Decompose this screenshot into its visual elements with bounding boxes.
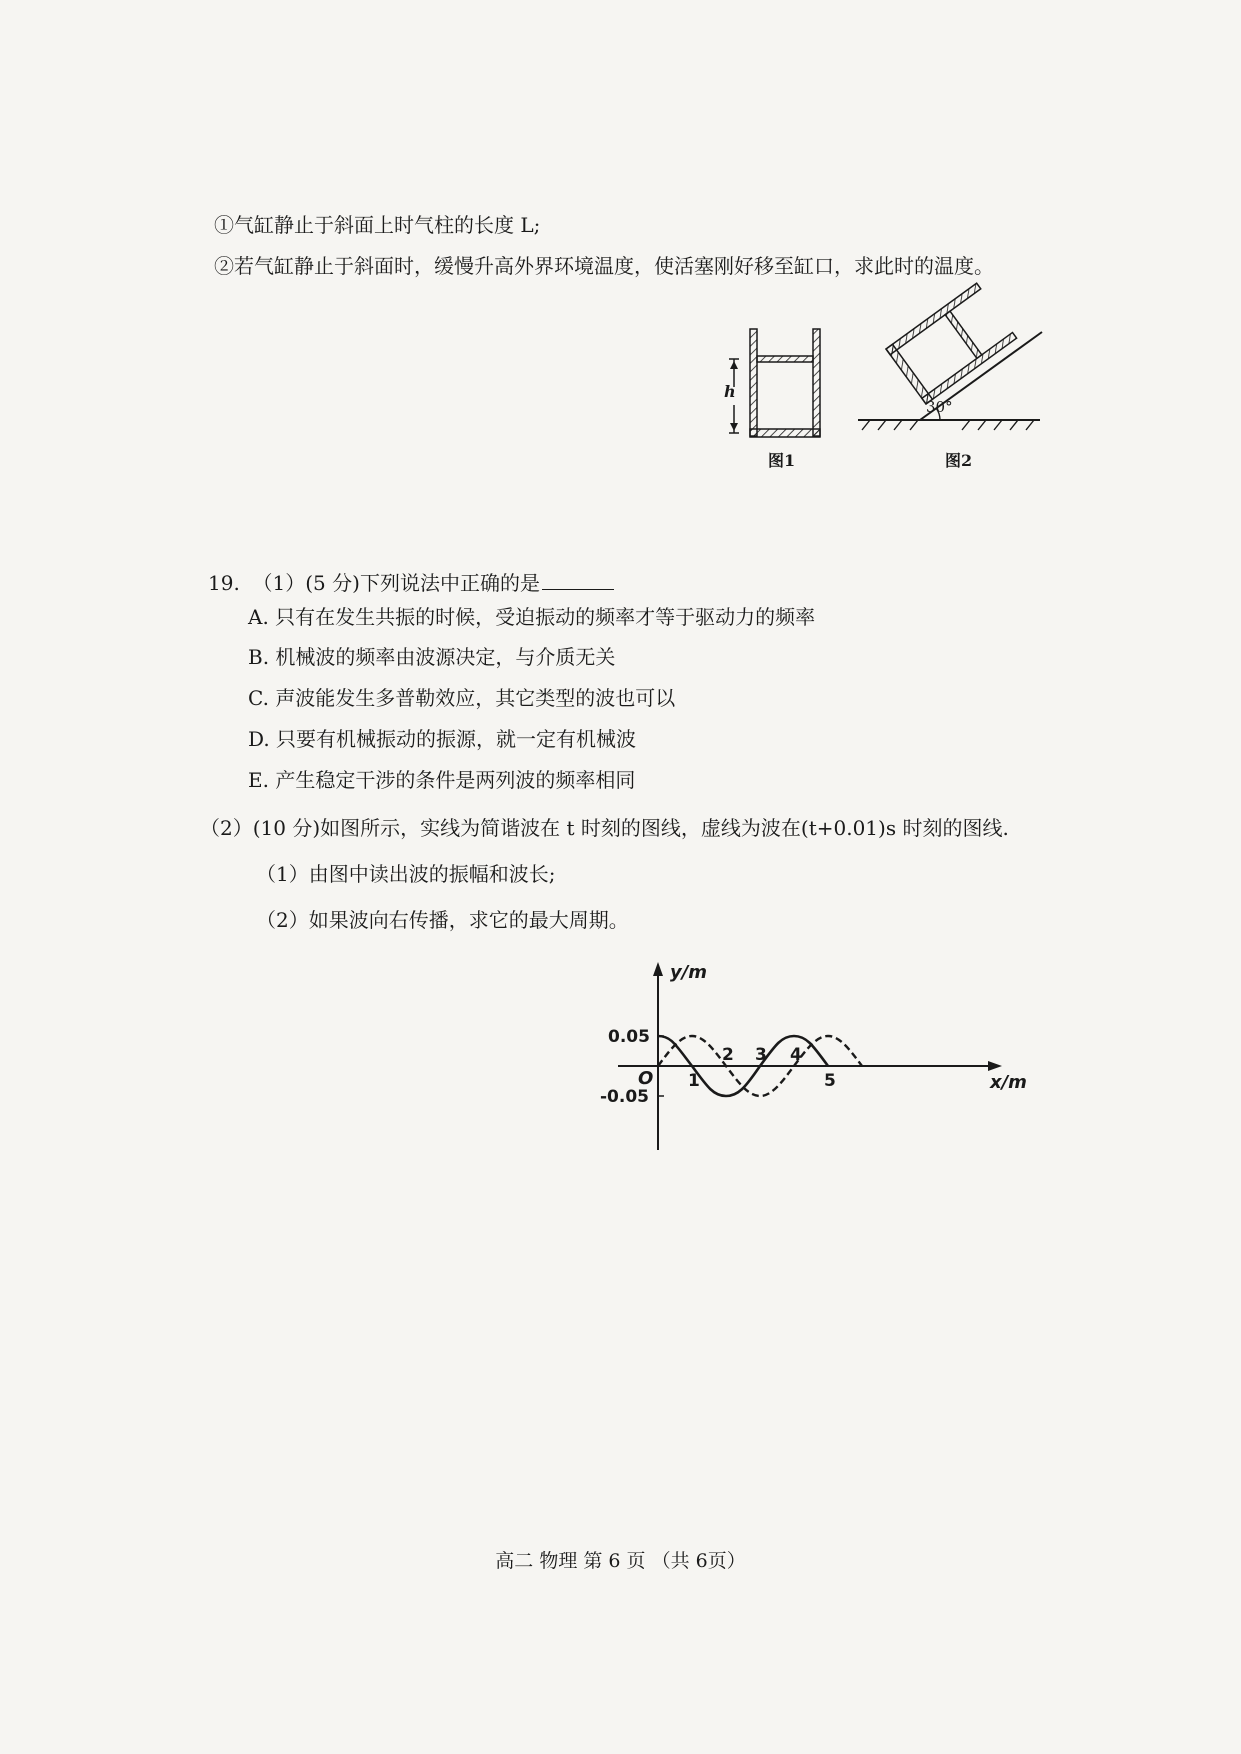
option-e bbox=[248, 767, 635, 793]
option-d bbox=[248, 726, 636, 752]
x-tick-label: 4 bbox=[790, 1045, 802, 1065]
y-axis-label: y/m bbox=[670, 962, 708, 983]
question-number: 19. bbox=[208, 571, 240, 595]
option-a bbox=[248, 604, 815, 630]
x-tick-label: 3 bbox=[755, 1045, 767, 1065]
y-tick-label: 0.05 bbox=[608, 1027, 650, 1047]
option-text: 机械波的频率由波源决定，与介质无关 bbox=[275, 645, 616, 669]
page-footer: 高二 物理 第 6 页 （共 6页） bbox=[495, 1550, 746, 1572]
y-axis-arrow bbox=[653, 962, 663, 976]
option-c bbox=[248, 685, 675, 711]
figure-1-cylinder bbox=[720, 325, 830, 445]
question-19-part1-text: （1）(5 分)下列说法中正确的是 bbox=[252, 571, 540, 595]
question-19-part2: （2）(10 分)如图所示，实线为简谐波在 t 时刻的图线，虚线为波在(t+0.01)s 时刻的图线. bbox=[200, 816, 1009, 840]
origin-label: O bbox=[638, 1068, 654, 1089]
option-letter: A. bbox=[248, 605, 269, 629]
figure-2-angle-label: 30° bbox=[926, 398, 953, 416]
question-19-part2-sub2: （2）如果波向右传播，求它的最大周期。 bbox=[256, 908, 629, 932]
x-axis-label: x/m bbox=[990, 1072, 1027, 1093]
option-text: 只有在发生共振的时候，受迫振动的频率才等于驱动力的频率 bbox=[275, 605, 816, 629]
y-tick-label: -0.05 bbox=[600, 1087, 649, 1107]
option-text: 只要有机械振动的振源，就一定有机械波 bbox=[276, 727, 637, 751]
figure-2-incline bbox=[858, 300, 1048, 440]
x-tick-label: 2 bbox=[722, 1045, 734, 1065]
x-axis-arrow bbox=[988, 1061, 1002, 1071]
question-18-sub2: ②若气缸静止于斜面时，缓慢升高外界环境温度，使活塞刚好移至缸口，求此时的温度。 bbox=[214, 254, 994, 278]
option-letter: B. bbox=[248, 645, 270, 669]
option-b bbox=[248, 644, 615, 670]
figure-1-h-label: h bbox=[724, 382, 736, 401]
x-tick-label: 1 bbox=[688, 1071, 700, 1091]
option-text: 产生稳定干涉的条件是两列波的频率相同 bbox=[275, 768, 636, 792]
option-letter: D. bbox=[248, 727, 270, 751]
x-tick-label: 5 bbox=[824, 1071, 836, 1091]
question-19-part1 bbox=[208, 570, 614, 596]
option-text: 声波能发生多普勒效应，其它类型的波也可以 bbox=[275, 686, 676, 710]
answer-blank bbox=[542, 571, 614, 590]
option-letter: E. bbox=[248, 768, 269, 792]
figure-1-caption: 图1 bbox=[768, 451, 796, 470]
option-letter: C. bbox=[248, 686, 269, 710]
question-19-part2-sub1: （1）由图中读出波的振幅和波长; bbox=[256, 862, 556, 886]
wave-graph bbox=[600, 960, 1027, 1160]
figure-2-caption: 图2 bbox=[945, 451, 973, 470]
question-18-sub1: ①气缸静止于斜面上时气柱的长度 L; bbox=[214, 213, 541, 237]
